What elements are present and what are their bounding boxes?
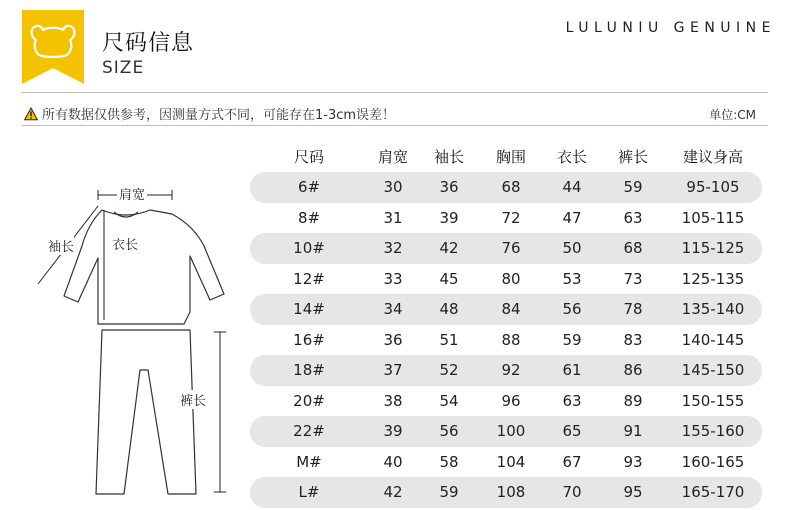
- table-cell: 165-170: [681, 483, 745, 502]
- table-row: [250, 355, 762, 386]
- table-cell: 38: [383, 391, 403, 410]
- table-cell: 88: [501, 330, 521, 349]
- table-row: [250, 386, 762, 417]
- table-cell: 61: [562, 361, 582, 380]
- table-row: [250, 233, 762, 264]
- table-row: [250, 416, 762, 447]
- length-label: 衣长: [112, 238, 139, 253]
- table-cell: 96: [501, 391, 521, 410]
- table-row: [250, 203, 762, 234]
- unit-label: 单位:CM: [709, 108, 756, 122]
- shoulder-label: 肩宽: [117, 184, 147, 203]
- table-cell: 63: [562, 391, 582, 410]
- table-cell: 34: [383, 300, 403, 319]
- table-cell: 53: [562, 269, 582, 288]
- table-cell: 92: [501, 361, 521, 380]
- table-cell: 115-125: [681, 239, 745, 258]
- table-cell: 91: [623, 422, 643, 441]
- table-cell: 30: [383, 178, 403, 197]
- header-size: 尺码: [293, 147, 324, 166]
- table-cell: 100: [496, 422, 526, 441]
- table-cell: M#: [296, 452, 322, 471]
- table-cell: 31: [383, 208, 403, 227]
- divider-top: [22, 92, 768, 93]
- table-cell: 48: [439, 300, 459, 319]
- table-cell: 95: [623, 483, 643, 502]
- table-cell: 44: [562, 178, 582, 197]
- table-cell: 104: [496, 452, 526, 471]
- table-cell: 47: [562, 208, 582, 227]
- table-cell: 10#: [293, 239, 325, 258]
- table-cell: 6#: [297, 178, 321, 197]
- table-cell: 39: [383, 422, 403, 441]
- table-cell: 160-165: [681, 452, 745, 471]
- table-cell: 86: [623, 361, 643, 380]
- page-subtitle: SIZE: [102, 58, 145, 78]
- table-cell: 16#: [293, 330, 325, 349]
- header-shoulder: 肩宽: [377, 147, 408, 166]
- table-cell: 155-160: [681, 422, 745, 441]
- warning-icon: [24, 107, 38, 121]
- table-cell: 76: [501, 239, 521, 258]
- garment-outline: [24, 176, 234, 506]
- table-cell: 50: [562, 239, 582, 258]
- notice: [24, 104, 395, 123]
- divider-notice: [22, 125, 768, 126]
- garment-diagram: [24, 176, 234, 506]
- table-cell: 54: [439, 391, 459, 410]
- header-height: 建议身高: [682, 147, 743, 166]
- table-cell: 51: [439, 330, 459, 349]
- table-cell: 36: [439, 178, 459, 197]
- table-row: [250, 477, 762, 508]
- table-cell: 108: [496, 483, 526, 502]
- table-cell: 65: [562, 422, 582, 441]
- header-sleeve: 袖长: [433, 147, 464, 166]
- table-cell: 59: [439, 483, 459, 502]
- table-cell: 125-135: [681, 269, 745, 288]
- table-cell: 56: [562, 300, 582, 319]
- table-cell: 63: [623, 208, 643, 227]
- table-cell: 150-155: [681, 391, 745, 410]
- table-cell: 67: [562, 452, 582, 471]
- table-cell: 14#: [293, 300, 325, 319]
- table-cell: 68: [623, 239, 643, 258]
- table-cell: 105-115: [681, 208, 745, 227]
- notice-text: 所有数据仅供参考，因测量方式不同，可能存在1-3cm误差！: [42, 108, 396, 123]
- brand-badge-icon: [22, 10, 84, 84]
- table-cell: 52: [439, 361, 459, 380]
- pants-label: 裤长: [180, 390, 206, 409]
- table-cell: 32: [383, 239, 403, 258]
- table-cell: 22#: [293, 422, 325, 441]
- table-cell: 59: [623, 178, 643, 197]
- table-row: [250, 447, 762, 478]
- table-cell: 18#: [293, 361, 325, 380]
- header-chest: 胸围: [495, 147, 526, 166]
- table-cell: 59: [562, 330, 582, 349]
- table-cell: 37: [383, 361, 403, 380]
- table-cell: 78: [623, 300, 643, 319]
- table-cell: 84: [501, 300, 521, 319]
- table-cell: 93: [623, 452, 643, 471]
- table-row: [250, 294, 762, 325]
- table-cell: 36: [383, 330, 403, 349]
- table-cell: 95-105: [686, 178, 740, 197]
- header-length: 衣长: [556, 147, 587, 166]
- brand-name: LULUNIU GENUINE: [565, 20, 776, 36]
- table-header: [250, 142, 762, 170]
- page-title: 尺码信息: [102, 31, 195, 56]
- table-cell: 45: [439, 269, 459, 288]
- header-pants: 裤长: [617, 147, 648, 166]
- table-cell: 89: [623, 391, 643, 410]
- table-cell: 140-145: [681, 330, 745, 349]
- table-cell: 58: [439, 452, 459, 471]
- size-table: [250, 142, 762, 508]
- table-row: [250, 172, 762, 203]
- sleeve-label: 袖长: [48, 236, 74, 255]
- table-cell: 80: [501, 269, 521, 288]
- table-cell: 145-150: [681, 361, 745, 380]
- table-cell: 39: [439, 208, 459, 227]
- table-cell: L#: [298, 483, 320, 502]
- table-cell: 12#: [293, 269, 325, 288]
- table-row: [250, 325, 762, 356]
- table-row: [250, 264, 762, 295]
- table-cell: 70: [562, 483, 582, 502]
- table-cell: 42: [383, 483, 403, 502]
- table-cell: 42: [439, 239, 459, 258]
- table-cell: 33: [383, 269, 403, 288]
- table-cell: 8#: [297, 208, 321, 227]
- table-cell: 72: [501, 208, 521, 227]
- table-cell: 83: [623, 330, 643, 349]
- table-cell: 20#: [293, 391, 325, 410]
- table-cell: 68: [501, 178, 521, 197]
- table-cell: 135-140: [681, 300, 745, 319]
- table-cell: 73: [623, 269, 643, 288]
- table-cell: 56: [439, 422, 459, 441]
- table-cell: 40: [383, 452, 403, 471]
